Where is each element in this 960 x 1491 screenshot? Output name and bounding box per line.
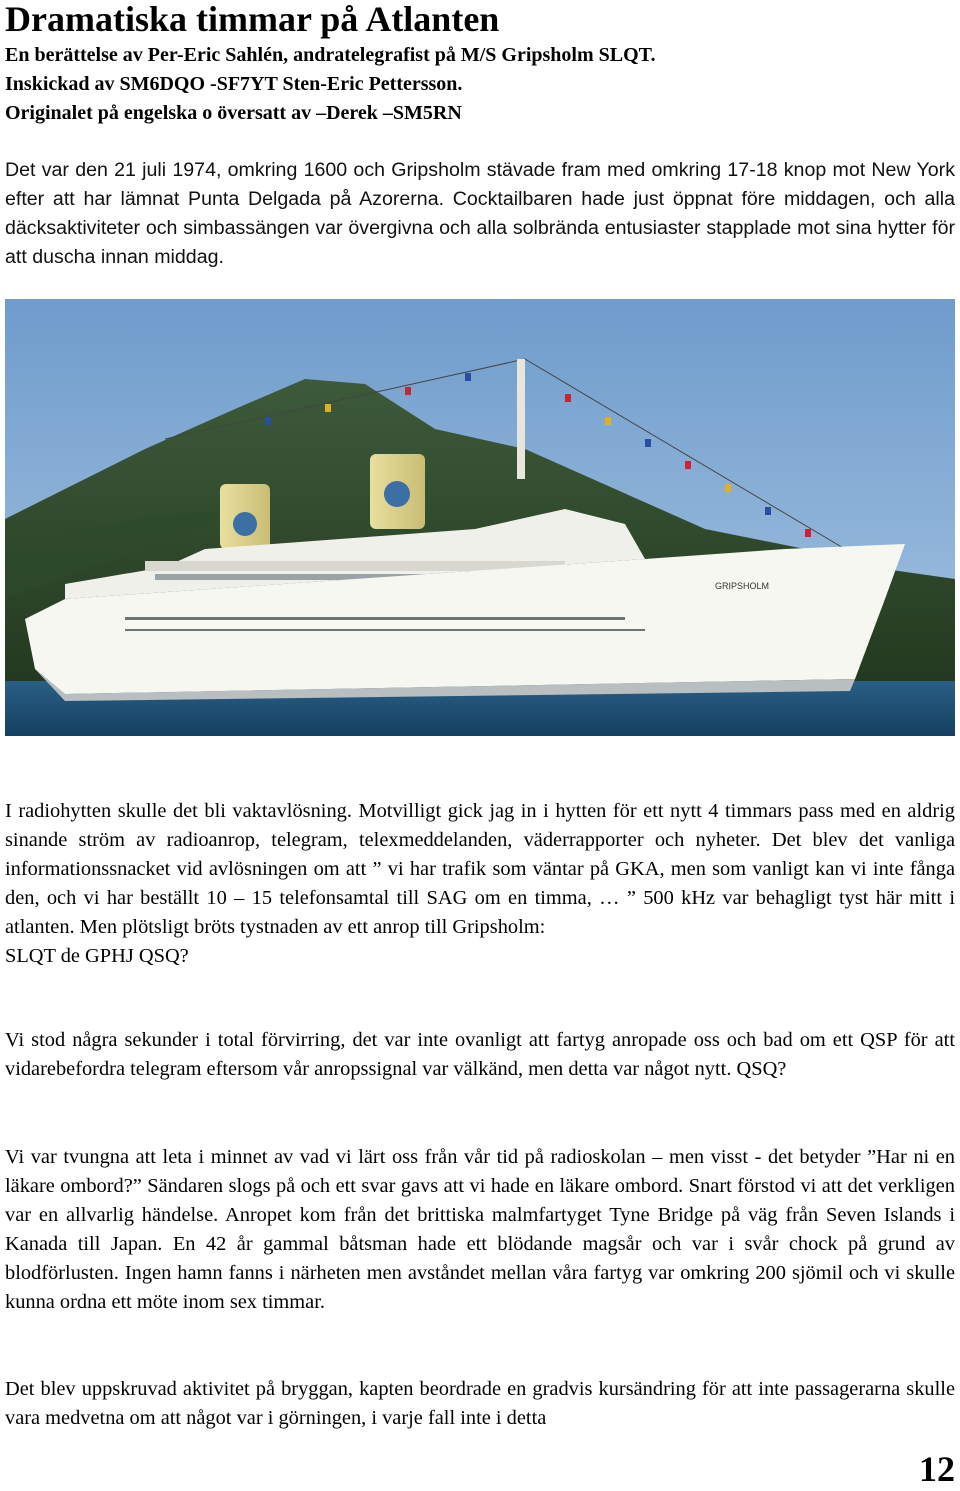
page-number: 12 [919,1449,955,1489]
paragraph-radio-cabin [5,797,955,972]
paragraph-radio-cabin-text: I radiohytten skulle det bli vaktavlösning. Motvilligt gick jag in i hytten för ett nytt 4 timmars pass med en aldrig sinande ström av radioanrop, telegram, telexmeddelanden, väderrapporter och nyheter. Det blev det vanliga informationssnacket vid avlösningen om att ” vi har trafik som väntar på GKA, men som vanligt kan vi inte fånga den, och vi har beställt 10 – 15 telefonsamtal till SAG om en timma, … ” 500 kHz var behagligt tyst här mitt i atlanten. Men plötsligt bröts tystnaden av ett anrop till Gripsholm: [5,800,955,939]
paragraph-doctor-request: Vi var tvungna att leta i minnet av vad vi lärt oss från vår tid på radioskolan – men visst - det betyder ”Har ni en läkare ombord?” Sändaren slogs på och ett svar gavs att vi hade en läkare ombord. Snart förstod vi att det verkligen var en allvarlig händelse. Anropet kom från det brittiska malmfartyget Tyne Bridge på väg från Seven Islands i Kanada till Japan. En 42 år gammal båtsman hade ett blödande magsår och var i svår chock på grund av blodförlusten. Ingen hamn fanns i närheten men avståndet mellan våra fartyg var omkring 200 sjömil och vi skulle kunna ordna ett möte inom sex timmar. [5,1146,955,1314]
subtitle-translator: Originalet på engelska o översatt av –Derek –SM5RN [5,102,462,124]
subtitle-submitter: Inskickad av SM6DQO -SF7YT Sten-Eric Pettersson. [5,73,463,95]
call-sign-line: SLQT de GPHJ QSQ? [5,945,189,968]
hull-name: GRIPSHOLM [715,581,770,591]
ship-photo [5,299,955,736]
paragraph-confusion: Vi stod några sekunder i total förvirring, det var inte ovanligt att fartyg anropade oss och bad om ett QSP för att vidarebefordra telegram eftersom vår anropssignal var välkänd, men detta var något nytt. QSQ? [5,1029,955,1081]
gripsholm-ship-image [5,299,955,736]
subtitle-author: En berättelse av Per-Eric Sahlén, andratelegrafist på M/S Gripsholm SLQT. [5,44,656,66]
intro-paragraph: Det var den 21 juli 1974, omkring 1600 och Gripsholm stävade fram med omkring 17-18 knop mot New York efter att har lämnat Punta Delgada på Azorerna. Cocktailbaren hade just öppnat före middagen, och alla däcksaktiviteter och simbassängen var övergivna och alla solbrända entusiaster stapplade mot sina hytter för att duscha innan middag. [5,159,955,269]
paragraph-bridge-activity: Det blev uppskruvad aktivitet på bryggan, kapten beordrade en gradvis kursändring för att inte passagerarna skulle vara medvetna om att något var i görningen, i varje fall inte i detta [5,1378,955,1430]
article-title: Dramatiska timmar på Atlanten [5,0,500,39]
